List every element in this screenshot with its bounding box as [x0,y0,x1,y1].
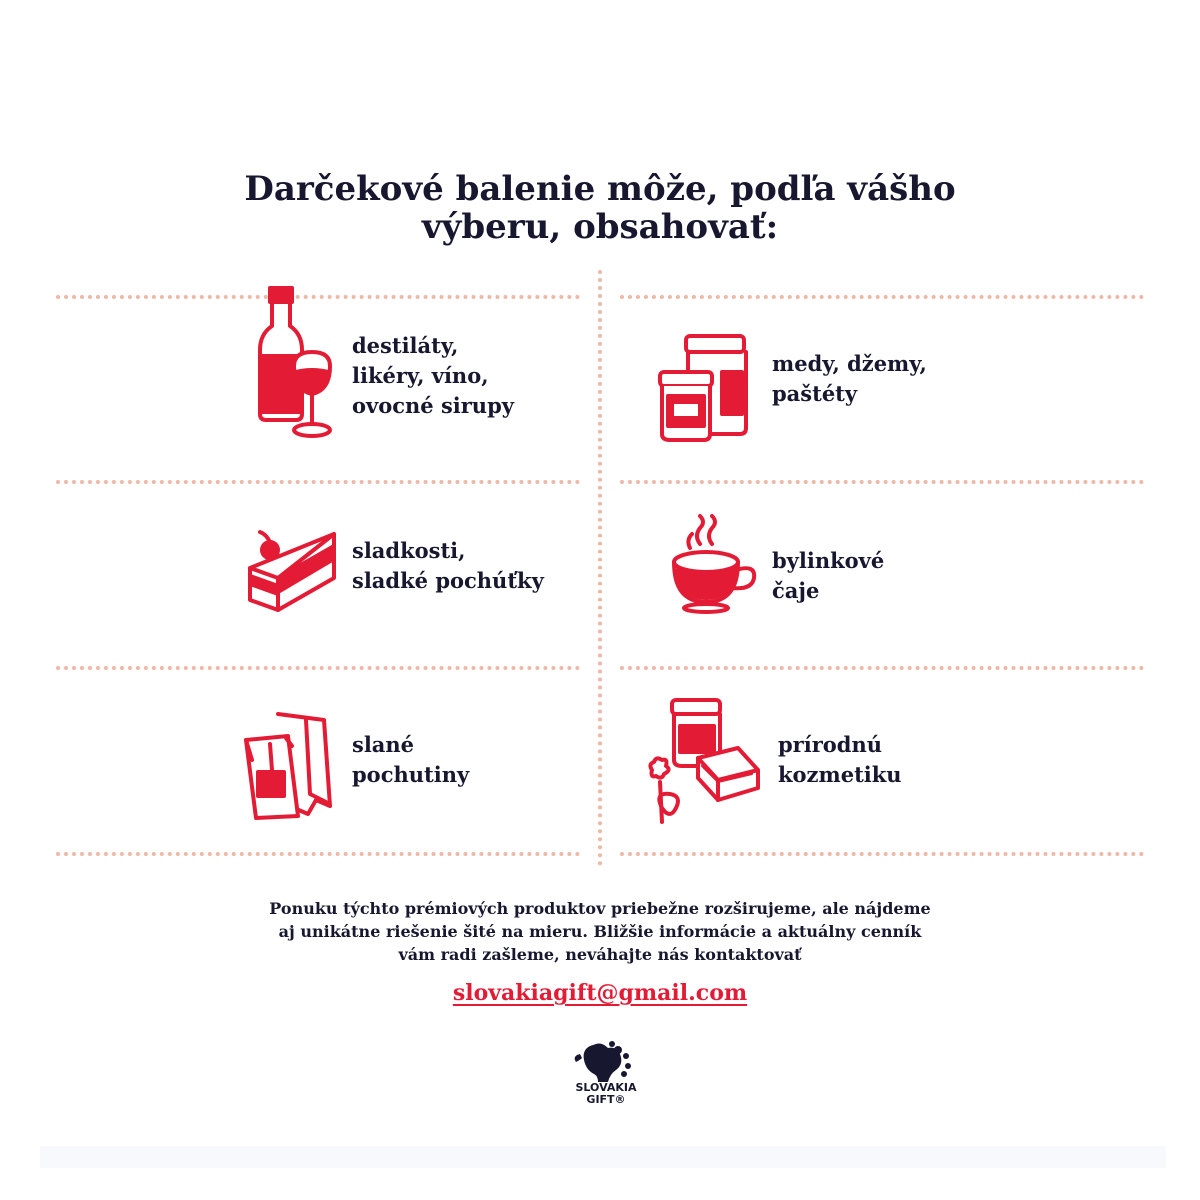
bottle-and-glass-icon [250,286,340,444]
footer-text [0,897,1200,966]
item-label-2 [772,349,927,409]
item-1-line-2: likéry, víno, [352,363,489,388]
divider-row-3-left [56,666,580,670]
item-label-3 [352,536,544,596]
item-5-line-2: pochutiny [352,762,470,787]
item-6-line-1: prírodnú [778,732,883,757]
logo-text [558,1082,654,1106]
divider-row-2-left [56,480,580,484]
divider-row-4-right [620,852,1144,856]
item-label-5 [352,730,469,790]
cosmetics-icon [640,696,760,826]
item-label-1 [352,331,514,421]
snack-bags-icon [242,710,336,820]
item-label-4 [772,546,884,606]
footer-line-1: Ponuku týchto prémiových produktov priebežne rozširujeme, ale nájdeme [269,899,931,918]
footer-line-2: aj unikátne riešenie šité na mieru. Bližšie informácie a aktuálny cenník [278,922,922,941]
tea-cup-icon [668,514,760,614]
page-title [0,170,1200,246]
footer-line-3: vám radi zašleme, neváhajte nás kontaktovať [398,945,802,964]
item-label-6 [778,730,902,790]
item-3-line-1: sladkosti, [352,538,466,563]
jars-icon [656,332,752,442]
logo-line-1: SLOVAKIA [575,1081,637,1094]
item-1-line-1: destiláty, [352,333,459,358]
item-2-line-2: paštéty [772,381,858,406]
divider-row-2-right [620,480,1144,484]
divider-row-4-left [56,852,580,856]
divider-row-1-right [620,295,1144,299]
item-1-line-3: ovocné sirupy [352,393,514,418]
title-line-1: Darčekové balenie môže, podľa vášho [244,169,956,209]
item-3-line-2: sladké pochúťky [352,568,544,593]
slovakia-gift-logo-icon [568,1040,644,1120]
item-6-line-2: kozmetiku [778,762,902,787]
item-4-line-2: čaje [772,578,820,603]
email-link[interactable]: slovakiagift@gmail.com [452,980,748,1006]
title-line-2: výberu, obsahovať: [421,207,779,247]
email-container [0,980,1200,1006]
divider-row-3-right [620,666,1144,670]
item-4-line-1: bylinkové [772,548,885,573]
divider-vertical [598,270,602,866]
logo-line-2: GIFT® [586,1093,626,1106]
item-2-line-1: medy, džemy, [772,351,927,376]
cake-slice-icon [244,528,340,616]
item-5-line-1: slané [352,732,415,757]
bottom-strip [40,1146,1166,1168]
